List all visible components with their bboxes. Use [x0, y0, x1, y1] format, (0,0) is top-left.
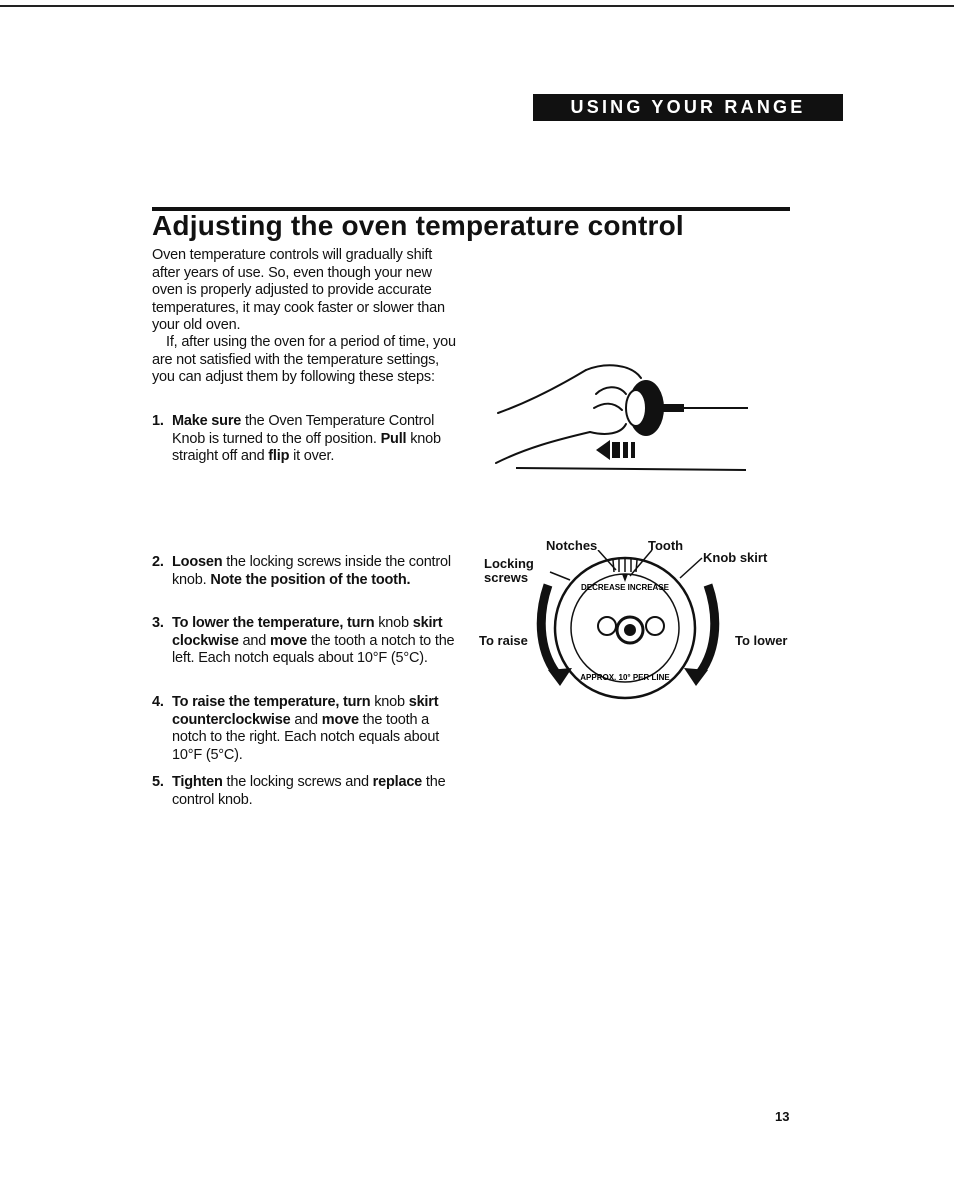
step-text: To lower the temperature, turn knob skirt clockwise and move the tooth a notch to the left. Each notch equals about 10°F (5°C). — [172, 615, 455, 666]
knob-center-shaft — [624, 624, 636, 636]
intro-paragraph: Oven temperature controls will gradually shift after years of use. So, even though your new oven is properly adjusted to provide accurate temperatures, it may cook faster or slower than your old oven. — [152, 247, 445, 333]
lower-arrow-arc — [696, 585, 715, 678]
step-number: 1. — [152, 413, 164, 429]
step-1 — [152, 413, 462, 466]
pull-arrow — [596, 440, 610, 460]
finger-outline — [594, 404, 622, 410]
arm-upper-outline — [498, 370, 586, 413]
step-text: Tighten the locking screws and replace the control knob. — [172, 774, 446, 808]
knob-skirt-label: Knob skirt — [703, 550, 768, 565]
step-2 — [152, 554, 462, 589]
arm-lower-outline — [496, 432, 590, 463]
hand-bottom-outline — [590, 424, 626, 434]
to-lower-label: To lower — [735, 633, 788, 648]
pull-arrow-bar — [623, 442, 628, 458]
lower-arrow-head — [684, 668, 708, 686]
step-4 — [152, 694, 462, 764]
knob-face — [626, 390, 646, 426]
knob-skirt-leader — [680, 558, 702, 578]
intro-paragraph-2: If, after using the oven for a period of time, you are not satisfied with the temperature settings, you can adjust them by following these steps: — [152, 334, 456, 385]
hand-top-outline — [586, 365, 641, 378]
step-text: To raise the temperature, turn knob skirt counterclockwise and move the tooth a notch to the right. Each notch equals about 10°F (5°C). — [172, 694, 440, 763]
section-banner: USING YOUR RANGE — [533, 94, 843, 121]
top-rule — [0, 5, 954, 7]
top-arc-text: DECREASE INCREASE — [580, 583, 670, 592]
counter-edge-line — [516, 468, 746, 470]
page-number: 13 — [775, 1109, 790, 1124]
bottom-arc-text: APPROX. 10° PER LINE — [580, 673, 670, 682]
locking-screws-leader — [550, 572, 570, 580]
step-text: Loosen the locking screws inside the control knob. Note the position of the tooth. — [172, 554, 451, 588]
locking-screws-label-2: screws — [484, 570, 529, 585]
step-5 — [152, 774, 462, 809]
knob-shaft — [662, 404, 684, 412]
step-text: Make sure the Oven Temperature Control Knob is turned to the off position. Pull knob straight off and flip it over. — [172, 413, 441, 464]
step-number: 2. — [152, 554, 164, 570]
step-3 — [152, 615, 462, 668]
step-number: 3. — [152, 615, 164, 631]
tooth-label: Tooth — [648, 538, 684, 553]
notches-label: Notches — [546, 538, 598, 553]
pull-arrow-bar — [631, 442, 635, 458]
to-raise-label: To raise — [479, 633, 528, 648]
locking-screws-label: Locking — [484, 556, 534, 571]
pull-arrow-bar — [612, 442, 620, 458]
page-title: Adjusting the oven temperature control — [152, 210, 684, 241]
knob-skirt-diagram — [530, 550, 730, 705]
finger-outline — [596, 387, 626, 394]
knob-removal-illustration — [486, 358, 756, 478]
raise-arrow-head — [548, 668, 572, 686]
step-number: 4. — [152, 694, 164, 710]
step-number: 5. — [152, 774, 164, 790]
